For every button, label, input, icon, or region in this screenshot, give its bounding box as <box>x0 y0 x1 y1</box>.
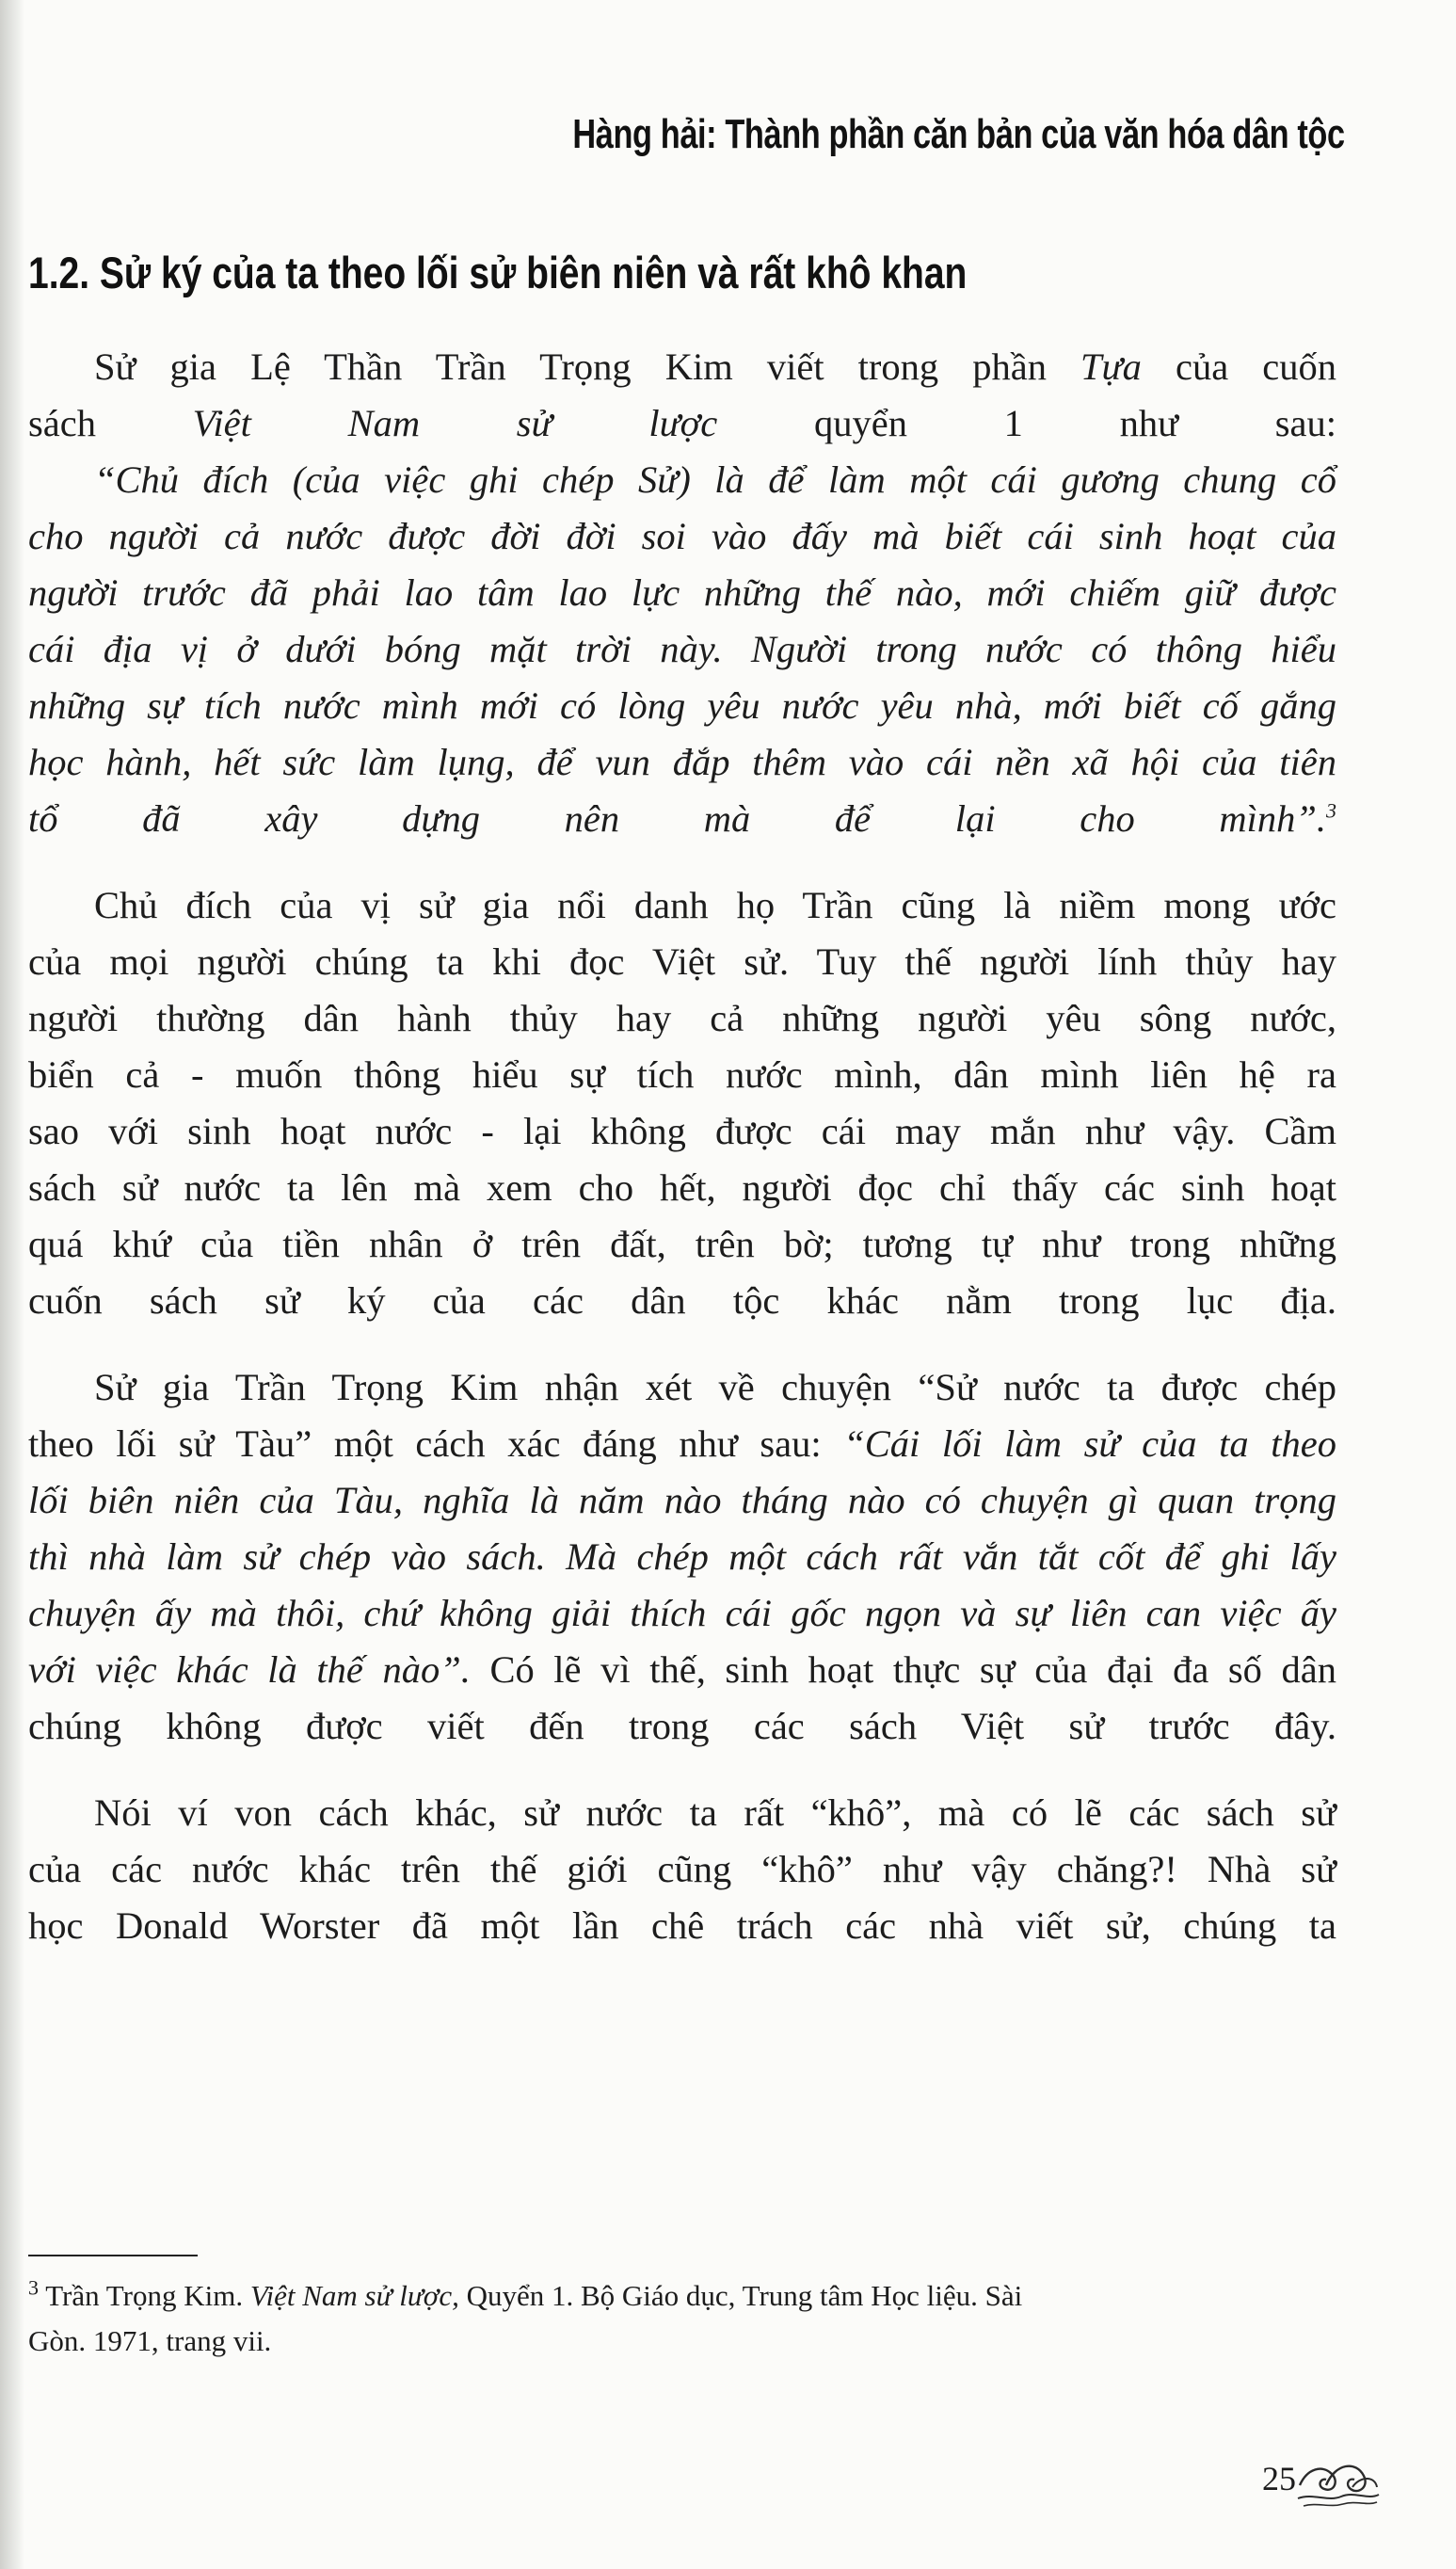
paragraph-2-line: của mọi người chúng ta khi đọc Việt sử. Tuy thế người lính thủy hay <box>28 940 1336 983</box>
paragraph-3-line: chúng không được viết đến trong các sách Việt sử trước đây. <box>28 1705 1336 1747</box>
section-heading: 1.2. Sử ký của ta theo lối sử biên niên và rất khô khan <box>28 248 968 297</box>
quote-line: những sự tích nước mình mới có lòng yêu nước yêu nhà, mới biết cố gắng <box>28 684 1336 727</box>
paragraph-4-line: của các nước khác trên thế giới cũng “khô” như vậy chăng?! Nhà sử <box>28 1848 1336 1890</box>
italic-book-title: Việt Nam sử lược <box>192 402 718 444</box>
quote-line: học hành, hết sức làm lụng, để vun đắp thêm vào cái nền xã hội của tiên <box>28 741 1336 783</box>
paragraph-4 <box>28 1785 1336 1954</box>
text-run: sách <box>28 402 193 444</box>
italic-book-title: Việt Nam sử lược, <box>249 2279 459 2312</box>
paragraph-3-line <box>28 1642 1336 1698</box>
paragraph-1-line <box>28 339 1336 395</box>
paragraph-3-italic-line: thì nhà làm sử chép vào sách. Mà chép một cách rất vắn tắt cốt để ghi lấy <box>28 1535 1336 1578</box>
paragraph-3 <box>28 1359 1336 1755</box>
paragraph-1 <box>28 339 1336 452</box>
text-run: quyển 1 như sau: <box>717 402 1336 444</box>
text-run: Trần Trọng Kim. <box>39 2279 250 2312</box>
italic-title-tua: Tựa <box>1080 345 1142 388</box>
paragraph-2-line: cuốn sách sử ký của các dân tộc khác nằm trong lục địa. <box>28 1279 1336 1322</box>
paragraph-2-line: sao với sinh hoạt nước - lại không được cái may mắn như vậy. Cầm <box>28 1110 1336 1152</box>
quote-line: người trước đã phải lao tâm lao lực những thế nào, mới chiếm giữ được <box>28 571 1336 614</box>
footnote-line: Gòn. 1971, trang vii. <box>28 2324 272 2357</box>
paragraph-3-line: Sử gia Trần Trọng Kim nhận xét về chuyện “Sử nước ta được chép <box>94 1366 1336 1408</box>
text-run: Sử gia Lệ Thần Trần Trọng Kim viết trong phần <box>94 345 1081 388</box>
footnote <box>28 2273 1336 2364</box>
text-run: theo lối sử Tàu” một cách xác đáng như sau: <box>28 1422 844 1465</box>
text-run: của cuốn <box>1141 345 1336 388</box>
paragraph-2-line: người thường dân hành thủy hay cả những người yêu sông nước, <box>28 997 1336 1039</box>
page-edge-shadow <box>0 0 24 2569</box>
paragraph-4-line: học Donald Worster đã một lần chê trách các nhà viết sử, chúng ta <box>28 1904 1336 1947</box>
footnote-number: 3 <box>28 2275 39 2300</box>
body-text <box>28 339 1336 1954</box>
footnote-line <box>28 2273 1336 2319</box>
paragraph-4-line: Nói ví von cách khác, sử nước ta rất “khô”, mà có lẽ các sách sử <box>94 1791 1336 1834</box>
quote-line: cái địa vị ở dưới bóng mặt trời này. Người trong nước có thông hiểu <box>28 628 1336 670</box>
quotation-paragraph <box>28 452 1336 847</box>
wave-ornament-icon <box>1294 2448 1381 2513</box>
quote-line <box>28 791 1336 847</box>
paragraph-gap <box>28 847 1336 877</box>
paragraph-gap <box>28 1755 1336 1785</box>
paragraph-3-line <box>28 1416 1336 1472</box>
paragraph-2-line: Chủ đích của vị sử gia nổi danh họ Trần cũng là niềm mong ước <box>94 884 1336 926</box>
paragraph-3-italic-line: chuyện ấy mà thôi, chứ không giải thích cái gốc ngọn và sự liên can việc ấy <box>28 1592 1336 1634</box>
page-number: 25 <box>1262 2460 1296 2497</box>
running-head: Hàng hải: Thành phần căn bản của văn hóa dân tộc <box>572 111 1345 157</box>
italic-quote-run: với việc khác là thế nào”. <box>28 1648 471 1691</box>
paragraph-1-line <box>28 395 1336 452</box>
quote-line: cho người cả nước được đời đời soi vào đấy mà biết cái sinh hoạt của <box>28 515 1336 557</box>
paragraph-gap <box>28 1329 1336 1359</box>
italic-quote-run: “Cái lối làm sử của ta theo <box>843 1422 1336 1465</box>
footnote-reference[interactable]: 3 <box>1326 798 1336 823</box>
paragraph-2 <box>28 877 1336 1329</box>
text-run: Quyển 1. Bộ Giáo dục, Trung tâm Học liệu. Sài <box>458 2279 1023 2312</box>
text-run: Có lẽ vì thế, sinh hoạt thực sự của đại đa số dân <box>470 1648 1336 1691</box>
paragraph-3-italic-line: lối biên niên của Tàu, nghĩa là năm nào tháng nào có chuyện gì quan trọng <box>28 1479 1336 1521</box>
footnote-rule <box>28 2255 198 2256</box>
quote-line: “Chủ đích (của việc ghi chép Sử) là để làm một cái gương chung cổ <box>94 458 1336 501</box>
paragraph-2-line: biển cả - muốn thông hiểu sự tích nước mình, dân mình liên hệ ra <box>28 1053 1336 1096</box>
text-run: tổ đã xây dựng nên mà để lại cho mình”. <box>28 797 1326 840</box>
paragraph-2-line: quá khứ của tiền nhân ở trên đất, trên bờ; tương tự như trong những <box>28 1223 1336 1265</box>
paragraph-2-line: sách sử nước ta lên mà xem cho hết, người đọc chỉ thấy các sinh hoạt <box>28 1166 1336 1209</box>
